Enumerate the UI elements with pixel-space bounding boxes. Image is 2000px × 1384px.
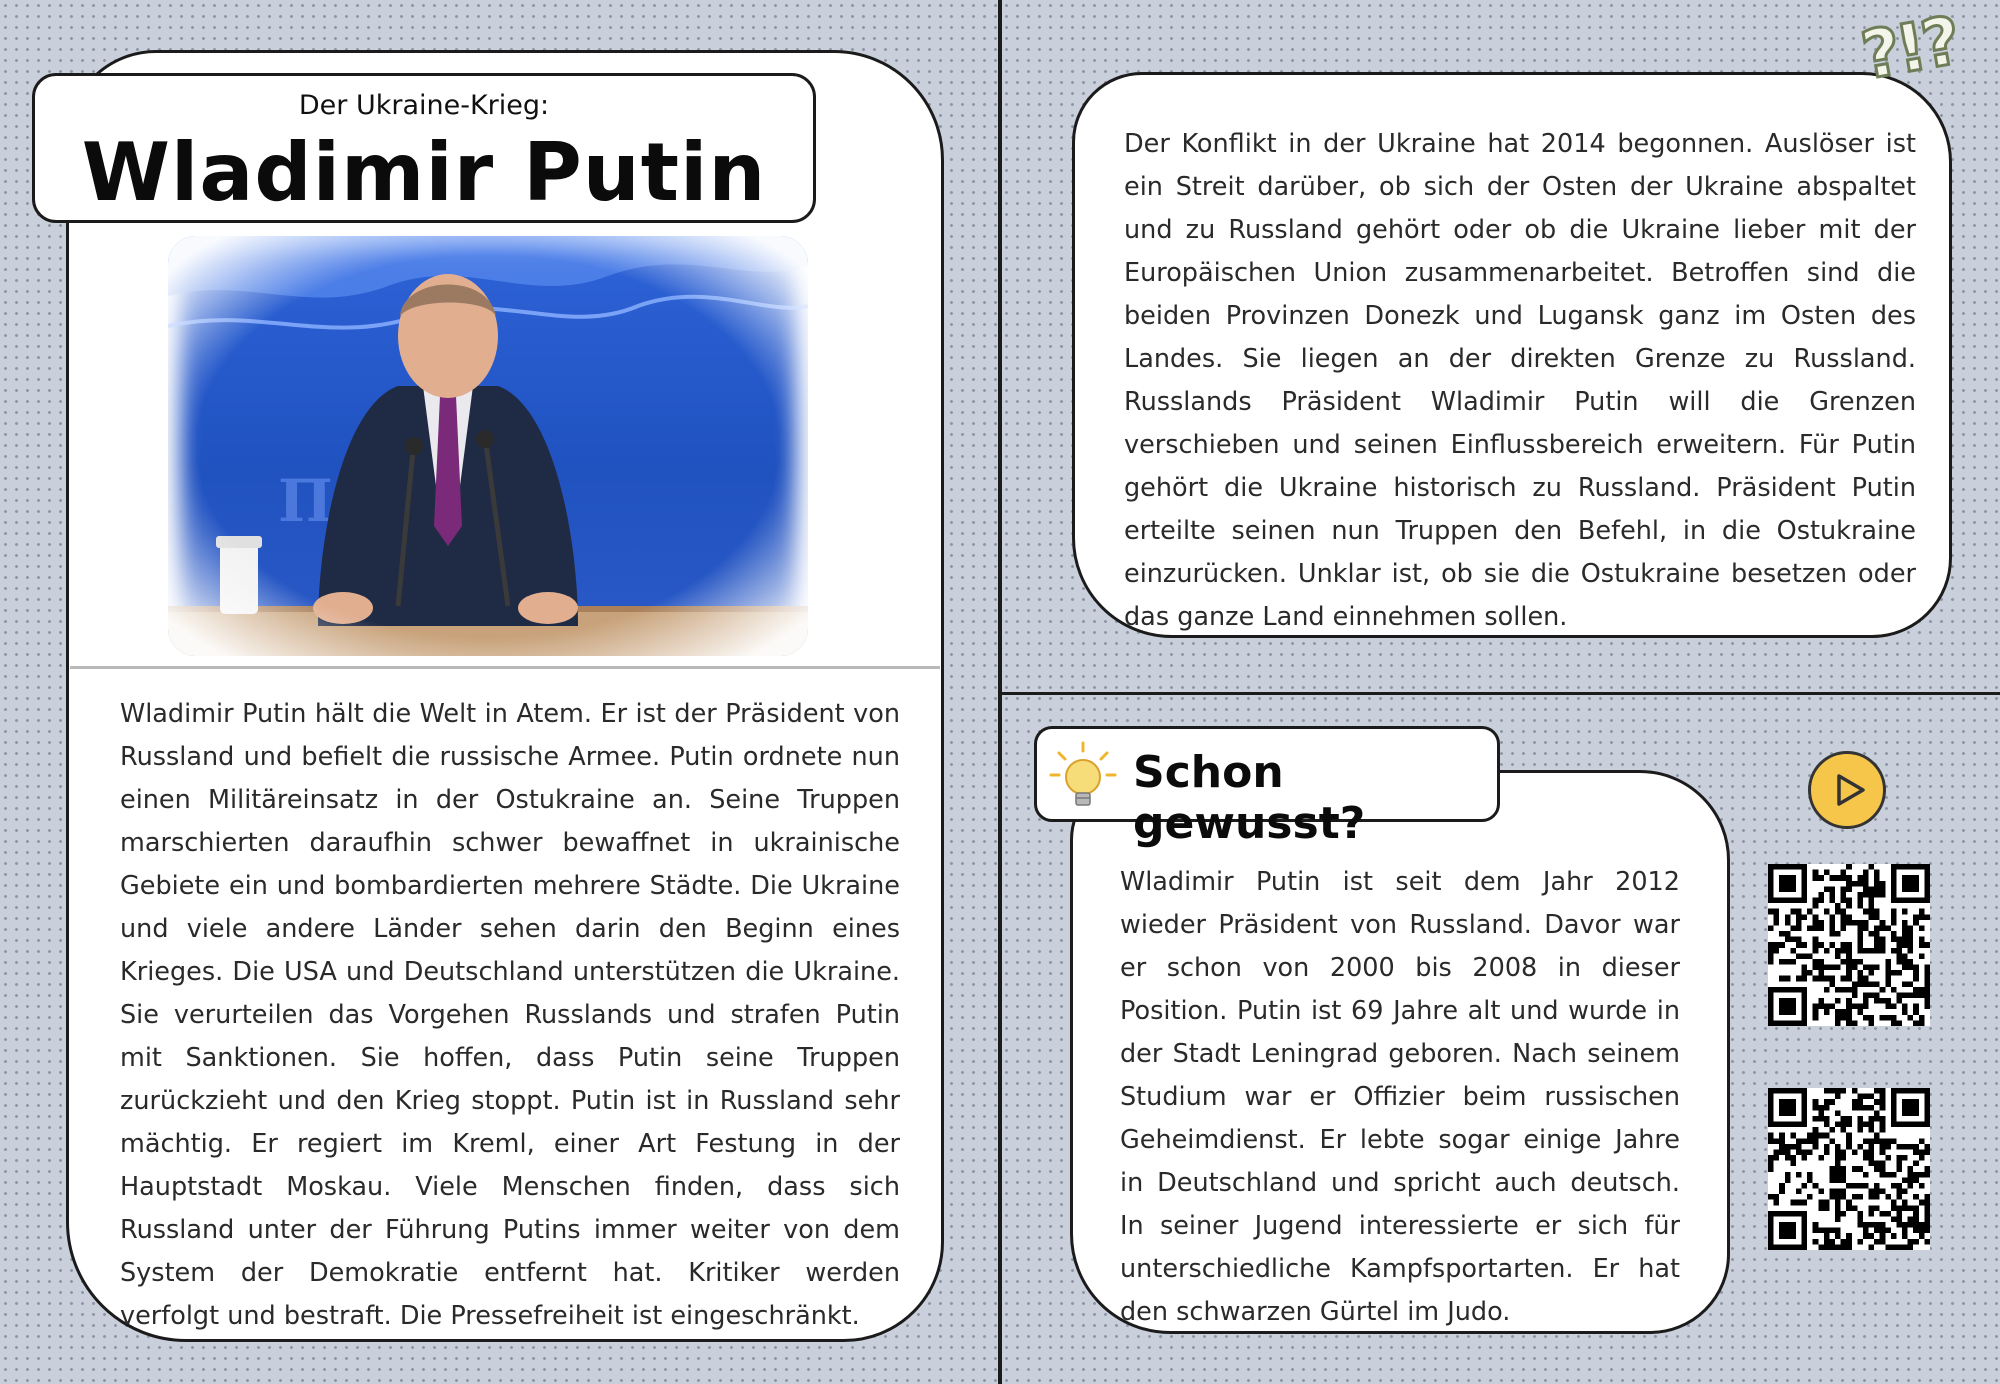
question-exclamation-icon: ?!? xyxy=(1856,2,1963,95)
horizontal-divider xyxy=(1000,692,2000,695)
play-button[interactable] xyxy=(1808,751,1886,829)
left-body-text: Wladimir Putin hält die Welt in Atem. Er ist der Präsident von Russland und befielt die russische Armee. Putin ordnete nun einen Militäreinsatz in der Ostukraine an. Seine Truppen marschierten daraufhin schwer bewaffnet in ukrainische Gebiete ein und bombardierten mehrere Städte. Die Ukraine und viele andere Länder sehen darin den Beginn eines Krieges. Die USA und Deutschland unterstützen die Ukraine. Sie verurteilen das Vorgehen Russlands und strafen Putin mit Sanktionen. Sie hoffen, dass Putin seine Truppen zurückzieht und den Krieg stoppt. Putin ist in Russland sehr mächtig. Er regiert im Kreml, einer Art Festung in der Hauptstadt Moskau. Viele Menschen finden, dass sich Russland unter der Führung Putins immer weiter von dem System der Demokratie entfernt hat. Kritiker werden verfolgt und bestraft. Die Pressefreiheit ist eingeschränkt. xyxy=(120,699,900,1331)
facts-header xyxy=(1034,726,1500,849)
qr-code-1[interactable] xyxy=(1768,864,1930,1026)
putin-photo xyxy=(168,236,808,656)
facts-text: Wladimir Putin ist seit dem Jahr 2012 wieder Präsident von Russland. Davor war er schon von 2000 bis 2008 in dieser Position. Putin ist 69 Jahre alt und wurde in der Stadt Leningrad geboren. Nach seinem Studium war er Offizier beim russischen Geheimdienst. Er lebte sogar einige Jahre in Deutschland und spricht auch deutsch. In seiner Jugend interessierte er sich für unterschiedliche Kampfsportarten. Er hat den schwarzen Gürtel im Judo. xyxy=(1120,867,1680,1327)
lightbulb-icon xyxy=(1049,741,1117,811)
qr-code-2[interactable] xyxy=(1768,1088,1930,1250)
title-box xyxy=(32,73,816,223)
qr-code-icon xyxy=(1768,864,1930,1026)
qr-code-icon xyxy=(1768,1088,1930,1250)
conflict-info-text: Der Konflikt in der Ukraine hat 2014 begonnen. Auslöser ist ein Streit darüber, ob sich der Osten der Ukraine abspaltet und zu Russland gehört oder ob die Ukraine lieber mit der Europäischen Union zusammenarbeitet. Betroffen sind die beiden Provinzen Donezk und Lugansk ganz im Osten des Landes. Sie liegen an der direkten Grenze zu Russland. Russlands Präsident Wladimir Putin will die Grenzen verschieben und seinen Einflussbereich erweitern. Für Putin gehört die Ukraine historisch zu Russland. Präsident Putin erteilte seinen nun Truppen den Befehl, in die Ostukraine einzurücken. Unklar ist, ob sie die Ostukraine besetzen oder das ganze Land einnehmen sollen. xyxy=(1124,129,1916,632)
photo-illustration xyxy=(168,236,808,656)
photo-divider xyxy=(70,666,940,669)
page-title: Wladimir Putin xyxy=(81,126,767,219)
page-subtitle: Der Ukraine-Krieg: xyxy=(298,90,550,121)
play-icon xyxy=(1811,754,1883,826)
facts-title: Schon gewusst? xyxy=(1133,747,1366,849)
